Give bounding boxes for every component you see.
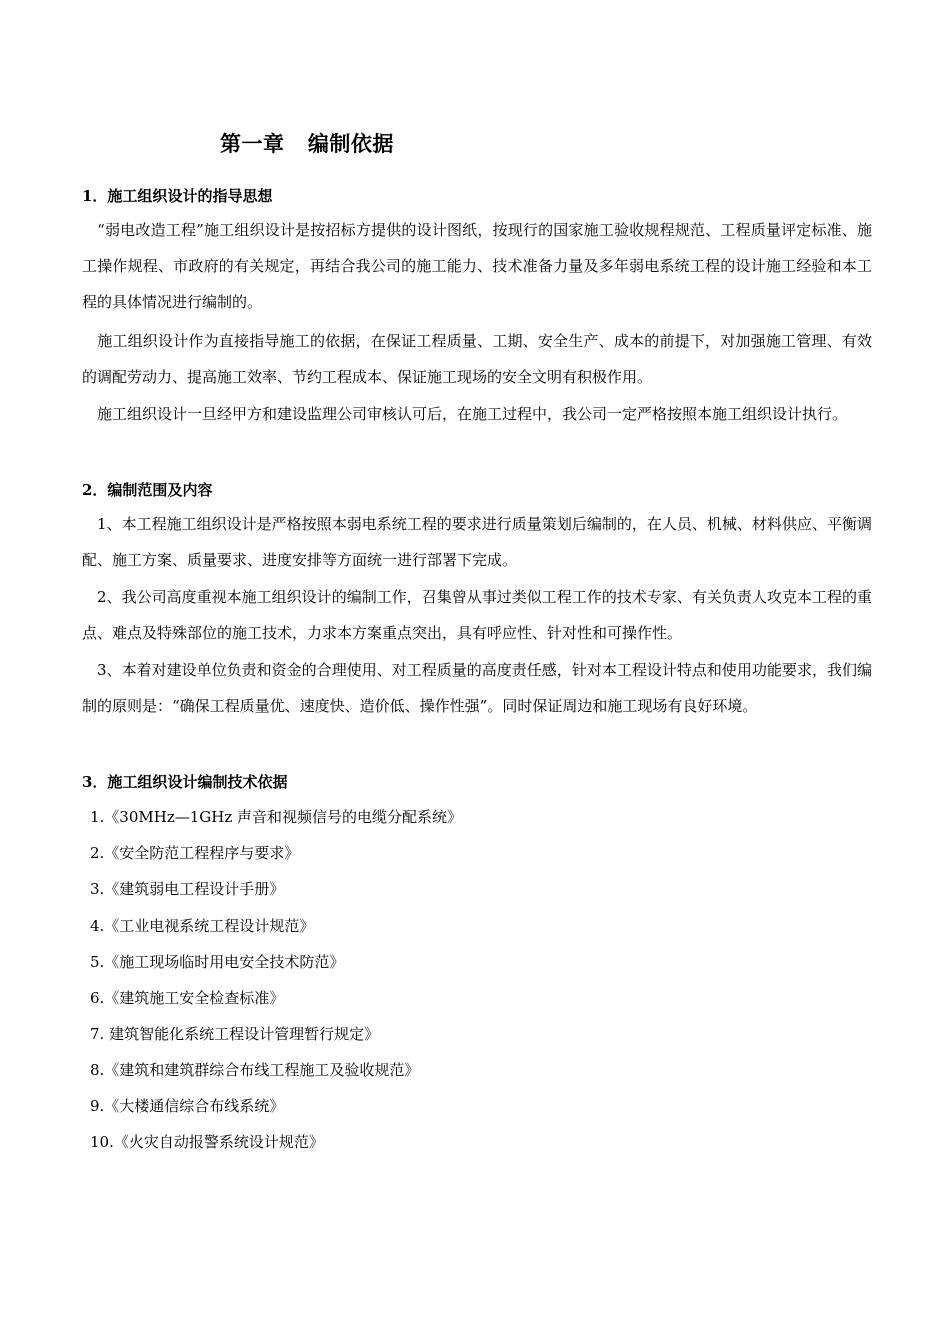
list-item: 9.《大楼通信综合布线系统》 [90, 1097, 285, 1115]
paragraph: 1、本工程施工组织设计是严格按照本弱电系统工程的要求进行质量策划后编制的，在人员、机械、材料供应、平衡调配、施工方案、质量要求、进度安排等方面统一进行部署下完成。 [82, 515, 872, 569]
list-item: 7. 建筑智能化系统工程设计管理暂行规定》 [90, 1025, 380, 1043]
paragraph: 2、我公司高度重视本施工组织设计的编制工作，召集曾从事过类似工程工作的技术专家、有关负责人攻克本工程的重点、难点及特殊部位的施工技术，力求本方案重点突出，具有呼应性、针对性和可操作性。 [82, 588, 872, 642]
list-item: 10.《火灾自动报警系统设计规范》 [90, 1133, 324, 1151]
list-item: 1.《30MHz—1GHz 声音和视频信号的电缆分配系统》 [90, 808, 463, 826]
section-heading-scope: 2．编制范围及内容 [82, 481, 213, 499]
paragraph: 施工组织设计作为直接指导施工的依据，在保证工程质量、工期、安全生产、成本的前提下，对加强施工管理、有效的调配劳动力、提高施工效率、节约工程成本、保证施工现场的安全文明有积极作用。 [82, 332, 872, 386]
paragraph: “弱电改造工程”施工组织设计是按招标方提供的设计图纸，按现行的国家施工验收规程规范、工程质量评定标准、施工操作规程、市政府的有关规定，再结合我公司的施工能力、技术准备力量及多年弱电系统工程的设计施工经验和本工程的具体情况进行编制的。 [82, 221, 872, 311]
chapter-title: 第一章 编制依据 [220, 131, 394, 156]
paragraph: 3、本着对建设单位负责和资金的合理使用、对工程质量的高度责任感，针对本工程设计特点和使用功能要求，我们编制的原则是：“确保工程质量优、速度快、造价低、操作性强”。同时保证周边和施工现场有良好环境。 [82, 661, 872, 715]
list-item: 6.《建筑施工安全检查标准》 [90, 989, 285, 1007]
paragraph: 施工组织设计一旦经甲方和建设监理公司审核认可后，在施工过程中，我公司一定严格按照本施工组织设计执行。 [82, 405, 848, 423]
list-item: 4.《工业电视系统工程设计规范》 [90, 917, 315, 935]
section-heading-technical-basis: 3．施工组织设计编制技术依据 [82, 773, 288, 791]
list-item: 8.《建筑和建筑群综合布线工程施工及验收规范》 [90, 1061, 420, 1079]
section-heading-guiding-ideology: 1．施工组织设计的指导思想 [82, 187, 273, 205]
list-item: 5.《施工现场临时用电安全技术防范》 [90, 953, 345, 971]
list-item: 2.《安全防范工程程序与要求》 [90, 844, 300, 862]
list-item: 3.《建筑弱电工程设计手册》 [90, 880, 285, 898]
